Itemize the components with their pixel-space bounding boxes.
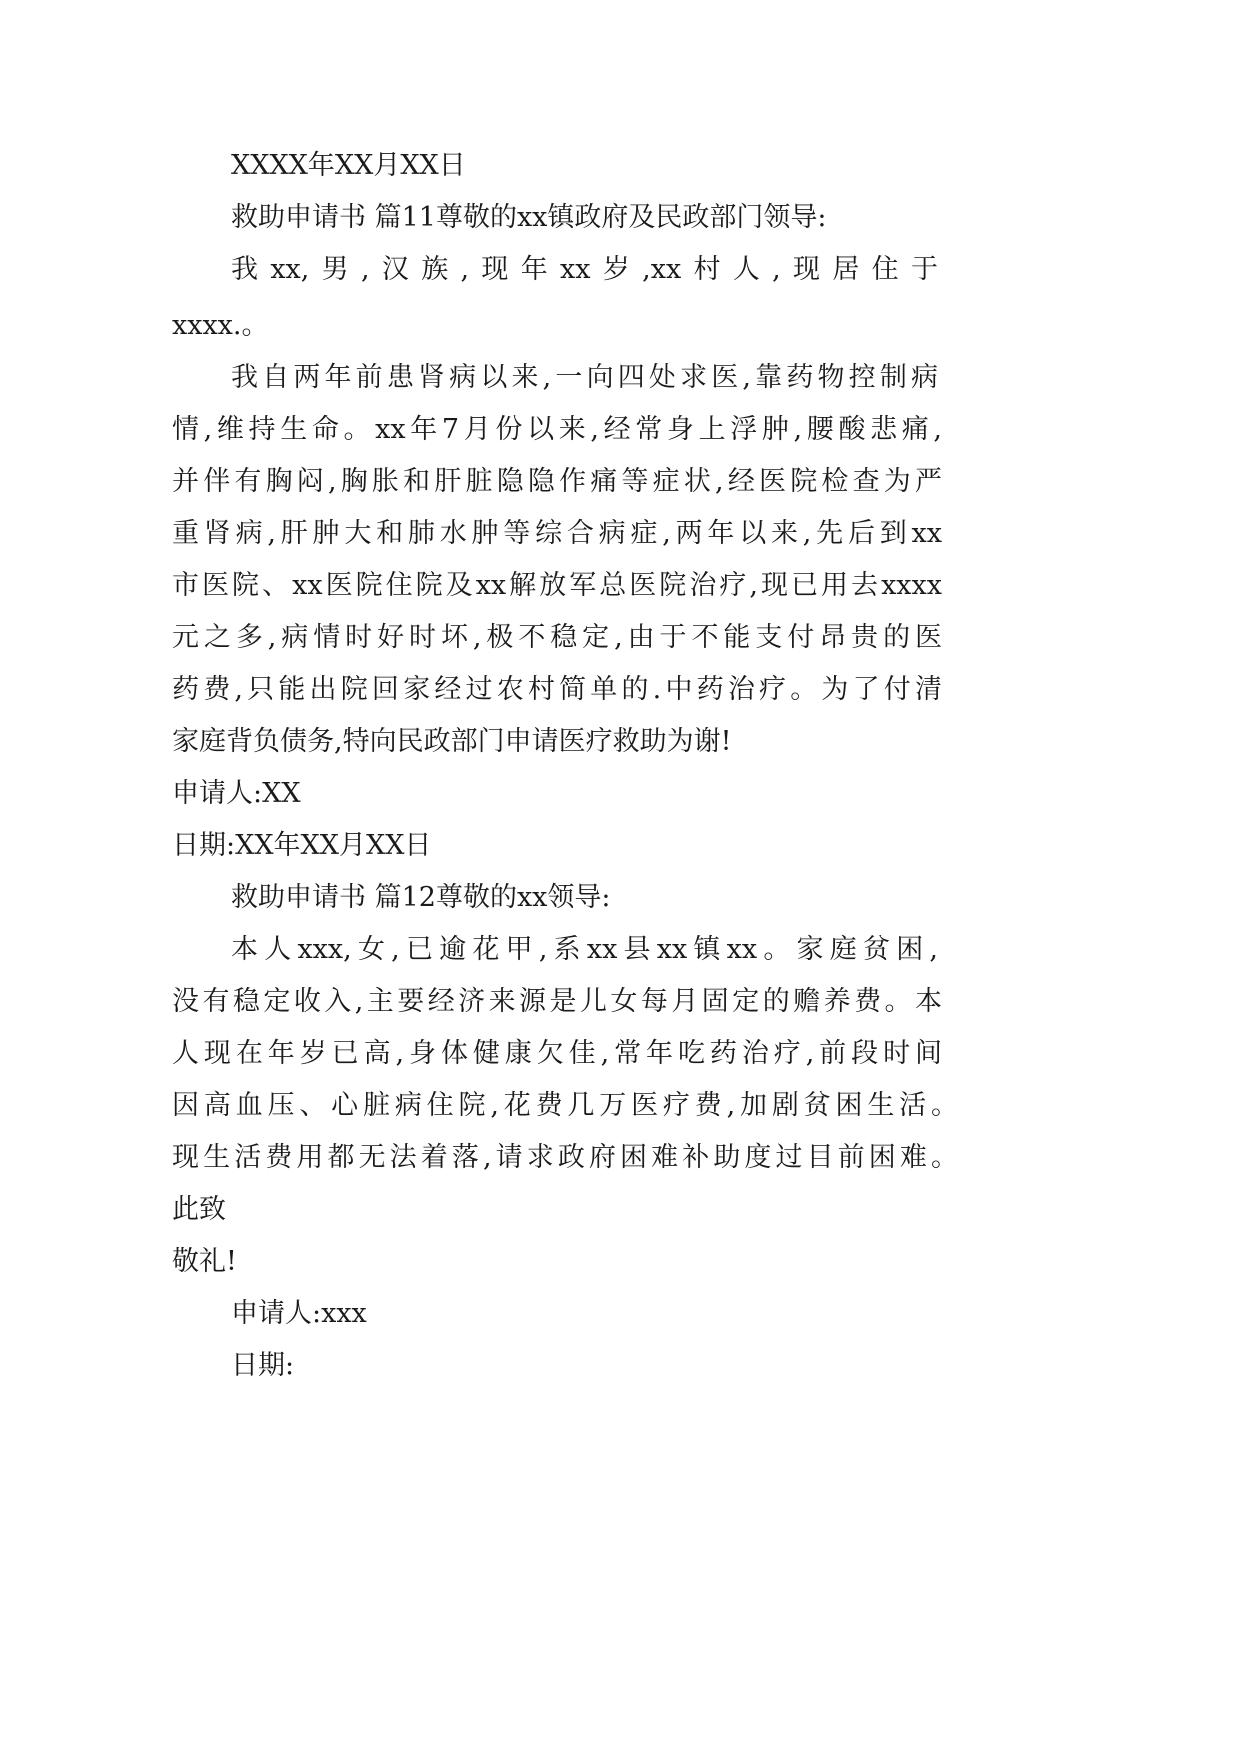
section-11-heading: 救助申请书 篇11尊敬的xx镇政府及民政部门领导: xyxy=(231,202,827,233)
paragraph-line: 市医院、xx医院住院及xx解放军总医院治疗,现已用去xxxx xyxy=(172,570,942,601)
paragraph-line: 重肾病,肝肿大和肺水肿等综合病症,两年以来,先后到xx xyxy=(172,518,942,549)
paragraph-line: 家庭背负债务,特向民政部门申请医疗救助为谢! xyxy=(172,726,732,757)
paragraph-line: 并伴有胸闷,胸胀和肝脏隐隐作痛等症状,经医院检查为严 xyxy=(172,466,942,497)
paragraph-line: 因高血压、心脏病住院,花费几万医疗费,加剧贫困生活。 xyxy=(172,1090,958,1121)
paragraph-line: 我xx,男,汉族,现年xx岁,xx村人,现居住于 xyxy=(231,254,938,285)
paragraph-line: 元之多,病情时好时坏,极不稳定,由于不能支付昂贵的医 xyxy=(172,622,942,653)
paragraph-line: 我自两年前患肾病以来,一向四处求医,靠药物控制病 xyxy=(231,362,938,393)
paragraph-line: 人现在年岁已高,身体健康欠佳,常年吃药治疗,前段时间 xyxy=(172,1038,942,1069)
date-signature-line: 日期:XX年XX月XX日 xyxy=(172,830,432,861)
applicant-line: 申请人:XX xyxy=(172,778,301,809)
paragraph-line: 药费,只能出院回家经过农村简单的.中药治疗。为了付清 xyxy=(172,674,942,705)
paragraph-line: 本人xxx,女,已逾花甲,系xx县xx镇xx。家庭贫困, xyxy=(231,934,938,965)
applicant-line: 申请人:xxx xyxy=(231,1298,367,1329)
closing-line: 此致 xyxy=(172,1194,226,1225)
salutation-line: 敬礼! xyxy=(172,1246,237,1277)
paragraph-line: 没有稳定收入,主要经济来源是儿女每月固定的赡养费。本 xyxy=(172,986,942,1017)
paragraph-line: 情,维持生命。xx年7月份以来,经常身上浮肿,腰酸悲痛, xyxy=(172,414,942,445)
paragraph-line: xxxx.。 xyxy=(172,310,269,341)
paragraph-line: 现生活费用都无法着落,请求政府困难补助度过目前困难。 xyxy=(172,1142,958,1173)
date-line: XXXX年XX月XX日 xyxy=(231,150,466,181)
date-signature-line: 日期: xyxy=(231,1350,295,1381)
section-12-heading: 救助申请书 篇12尊敬的xx领导: xyxy=(231,882,611,913)
